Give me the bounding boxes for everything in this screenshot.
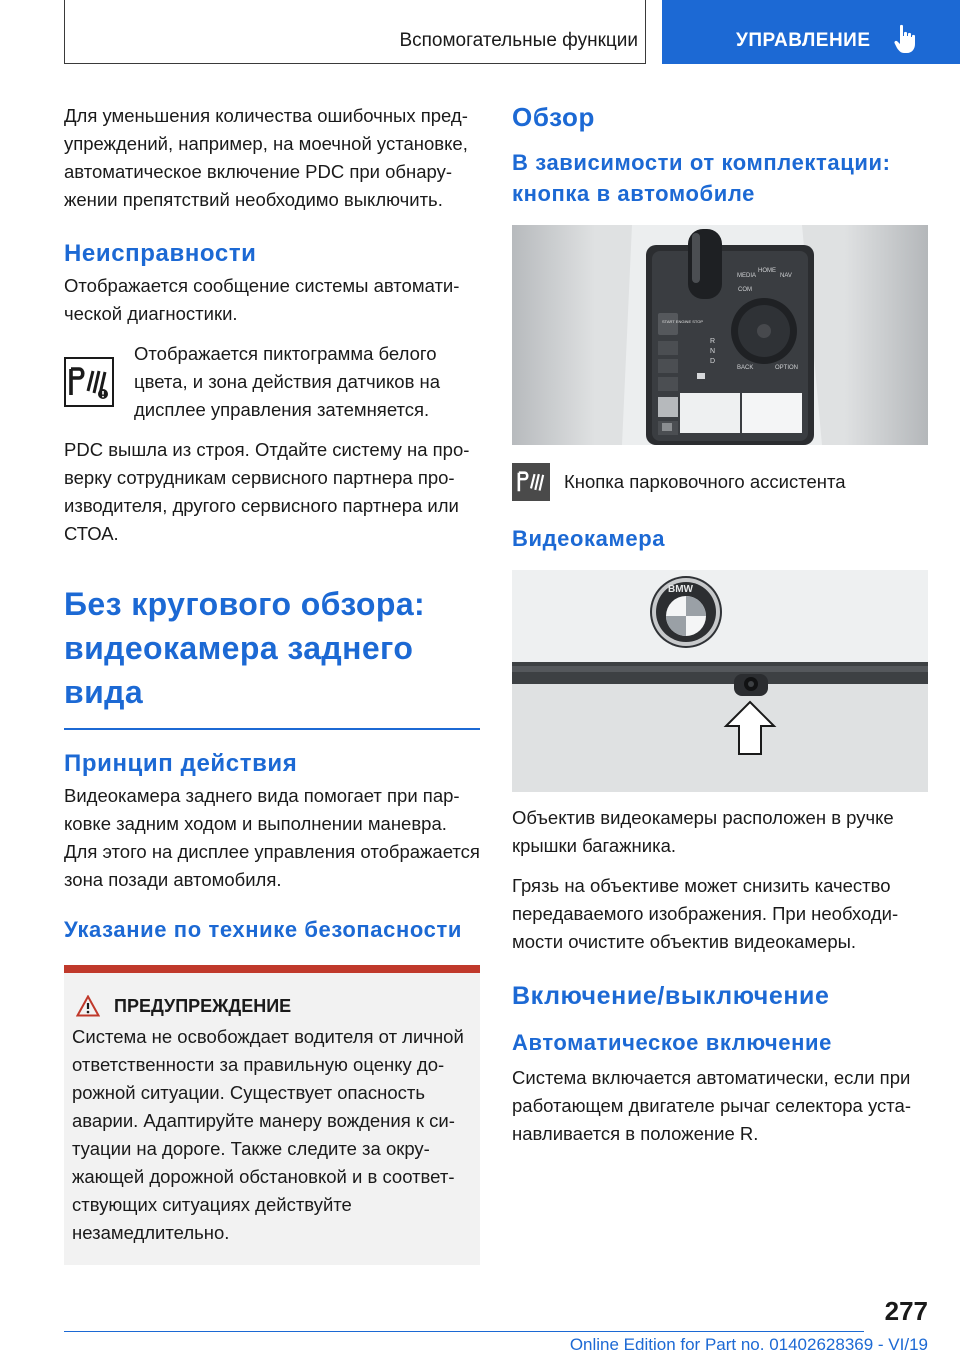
home-label: HOME — [758, 268, 776, 274]
camera-photo — [512, 570, 928, 792]
principle-heading: Принцип действия — [64, 750, 298, 777]
warning-box — [64, 965, 480, 1265]
principle-paragraph: Видеокамера заднего вида помогает при парковке задним ходом и выполнении маневра. Для этого на дисплее управления отображается зона позади автомобиля. — [64, 785, 480, 890]
faults-paragraph: Отображается сообщение системы автоматической диагностики. — [64, 275, 460, 324]
bmw-logo-text: BMW — [668, 584, 693, 595]
overview-heading: Обзор — [512, 102, 595, 132]
header-chapter-label: УПРАВЛЕНИЕ — [736, 30, 871, 51]
nav-label: NAV — [780, 273, 792, 279]
console-photo — [512, 225, 928, 445]
button-legend-row — [512, 463, 928, 501]
auto-paragraph: Система включается автоматически, если при работающем двигателе рычаг селектора устанавливается в положение R. — [512, 1067, 911, 1144]
header-chapter-tab[interactable] — [662, 0, 960, 64]
park-assist-icon — [512, 463, 550, 501]
hand-pointer-icon — [894, 24, 918, 54]
svg-text:D: D — [710, 358, 716, 365]
faults-paragraph-2: PDC вышла из строя. Отдайте систему на проверку сотрудникам сервисного партнера производителя, другого сервисного партнера или СТОА. — [64, 439, 470, 544]
media-label: MEDIA — [737, 273, 757, 279]
camera-paragraph-2: Грязь на объективе может снизить качество передаваемого изображения. При необходимости очистите объектив видеокамеры. — [512, 875, 899, 952]
section-heading: Без кругового обзора: видеокамера заднего вида — [64, 586, 426, 710]
section-divider — [64, 728, 480, 730]
park-assist-button-photo — [658, 397, 678, 417]
com-label: COM — [738, 287, 752, 293]
faults-icon-paragraph: Отображается пиктограмма белого цвета, и зона действия датчиков на дисплее управления затемняется. — [134, 343, 441, 420]
header-section-title: Вспомогательные функции — [399, 30, 638, 51]
warning-title — [76, 995, 472, 1017]
page-number: 277 — [884, 1296, 928, 1326]
start-stop-label: START ENGINE STOP — [662, 319, 704, 324]
onoff-heading: Включение/выключение — [512, 982, 830, 1010]
footer-divider — [64, 1331, 864, 1332]
auto-heading: Автоматическое включение — [512, 1030, 832, 1055]
right-column — [512, 102, 928, 1160]
camera-paragraph-1: Объектив видеокамеры расположен в ручке крышки багажника. — [512, 807, 894, 856]
option-label: OPTION — [775, 365, 799, 371]
pdc-fault-icon — [64, 357, 114, 407]
faults-icon-row — [64, 340, 480, 424]
intro-paragraph: Для уменьшения количества ошибочных предупреждений, например, на моечной установке, автоматическое включение PDC при обнаружении препятствий необходимо выключить. — [64, 105, 468, 210]
warning-label: ПРЕДУПРЕЖДЕНИЕ — [114, 995, 292, 1016]
footer-edition: Online Edition for Part no. 01402628369 - VI/19 — [569, 1335, 928, 1354]
equipment-heading: В зависимости от комплектации: кнопка в автомобиле — [512, 150, 891, 206]
safety-heading: Указание по технике безопасности — [64, 917, 462, 942]
left-column — [64, 102, 480, 1265]
faults-heading: Неисправности — [64, 240, 257, 267]
button-legend-text: Кнопка парковочного ассистента — [564, 471, 846, 492]
warning-paragraph: Система не освобождает водителя от личной ответственности за правильную оценку дорожной ситуации. Существует опасность аварии. Адаптируйте манеру вождения к ситуации на дороге. Также следите за окружающей дорожной обстановкой и в соответствующих ситуациях действуйте незамедлительно. — [72, 1026, 464, 1243]
camera-heading: Видеокамера — [512, 526, 666, 551]
svg-text:N: N — [710, 348, 716, 355]
svg-text:R: R — [710, 338, 716, 345]
warning-triangle-icon — [76, 995, 100, 1017]
back-label: BACK — [737, 365, 754, 371]
